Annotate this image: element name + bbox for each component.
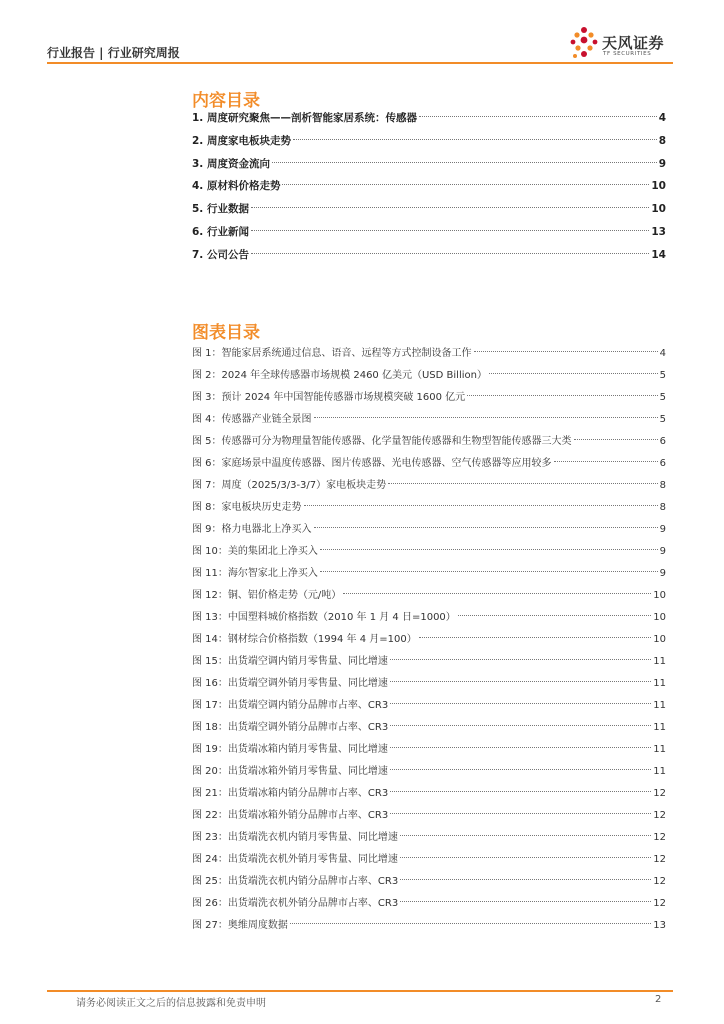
toc-entry-page-number: 9 [658, 157, 666, 170]
dot-leader [390, 769, 651, 770]
figure-entry-page-number: 12 [653, 876, 666, 887]
figure-entry[interactable] [192, 453, 666, 475]
dot-leader [251, 207, 649, 208]
figure-entry-label: 图 22：出货端冰箱外销分品牌市占率、CR3 [192, 810, 389, 821]
toc-title: 内容目录 [192, 91, 260, 111]
dot-leader [458, 615, 651, 616]
figure-entry-page-number: 12 [653, 832, 666, 843]
dot-leader [400, 901, 651, 902]
dot-leader [390, 703, 651, 704]
dot-leader [272, 162, 657, 163]
figure-entry-label: 图 13：中国塑料城价格指数（2010 年 1 月 4 日=1000） [192, 612, 456, 623]
toc-entry[interactable] [192, 221, 666, 244]
dot-leader [314, 527, 658, 528]
figure-entry-label: 图 20：出货端冰箱外销月零售量、同比增速 [192, 766, 388, 777]
figure-entry-page-number: 10 [653, 634, 666, 645]
figure-entry-label: 图 6：家庭场景中温度传感器、图片传感器、光电传感器、空气传感器等应用较多 [192, 458, 552, 469]
logo-chinese-name: 天风证券 [602, 34, 665, 52]
figure-entry-label: 图 1：智能家居系统通过信息、语音、远程等方式控制设备工作 [192, 348, 472, 359]
figure-entry-label: 图 3：预计 2024 年中国智能传感器市场规模突破 1600 亿元 [192, 392, 466, 403]
figure-entry[interactable] [192, 365, 666, 387]
figure-entry-page-number: 5 [659, 370, 666, 381]
company-logo [568, 26, 678, 62]
dot-leader [489, 373, 658, 374]
figure-entry-page-number: 9 [659, 546, 666, 557]
figure-entry[interactable] [192, 761, 666, 783]
report-header-title: 行业报告 | 行业研究周报 [47, 46, 180, 60]
logo-english-name: TF SECURITIES [603, 51, 652, 57]
dot-leader [467, 395, 657, 396]
figure-entry-page-number: 4 [659, 348, 666, 359]
figure-entry-label: 图 23：出货端洗衣机内销月零售量、同比增速 [192, 832, 398, 843]
figure-entry[interactable] [192, 739, 666, 761]
figure-entry[interactable] [192, 651, 666, 673]
figure-entry[interactable] [192, 387, 666, 409]
figure-entry-page-number: 6 [659, 458, 666, 469]
figure-entry-page-number: 11 [653, 744, 666, 755]
figure-entry-label: 图 16：出货端空调外销月零售量、同比增速 [192, 678, 388, 689]
figure-entry[interactable] [192, 849, 666, 871]
dot-leader [320, 571, 658, 572]
footer-divider [47, 990, 673, 992]
figure-entry[interactable] [192, 893, 666, 915]
figure-entry-page-number: 11 [653, 678, 666, 689]
figure-entry[interactable] [192, 827, 666, 849]
figures-title: 图表目录 [192, 323, 260, 343]
toc-entry-page-number: 8 [658, 134, 666, 147]
toc-entry-label: 1. 周度研究聚焦——剖析智能家居系统：传感器 [192, 112, 417, 124]
figure-entry-page-number: 8 [659, 480, 666, 491]
dot-leader [390, 747, 651, 748]
figure-entry-label: 图 18：出货端空调外销分品牌市占率、CR3 [192, 722, 389, 733]
figure-entry[interactable] [192, 475, 666, 497]
figure-entry-label: 图 19：出货端冰箱内销月零售量、同比增速 [192, 744, 388, 755]
figure-entry[interactable] [192, 717, 666, 739]
figure-entry[interactable] [192, 431, 666, 453]
toc-entry-label: 7. 公司公告 [192, 248, 249, 261]
figure-entry-page-number: 10 [653, 612, 666, 623]
figure-entry[interactable] [192, 805, 666, 827]
figure-entry-label: 图 25：出货端洗衣机内销分品牌市占率、CR3 [192, 876, 399, 887]
figure-entry-page-number: 6 [659, 436, 666, 447]
dot-leader [343, 593, 651, 594]
figure-entry-label: 图 21：出货端冰箱内销分品牌市占率、CR3 [192, 788, 389, 799]
figure-entry[interactable] [192, 673, 666, 695]
figure-entry[interactable] [192, 783, 666, 805]
toc-entry-label: 3. 周度资金流向 [192, 157, 270, 170]
figure-entry-page-number: 5 [659, 414, 666, 425]
figure-entry-label: 图 15：出货端空调内销月零售量、同比增速 [192, 656, 388, 667]
dot-leader [400, 835, 651, 836]
figure-entry[interactable] [192, 563, 666, 585]
dot-leader [251, 253, 649, 254]
dot-leader [390, 681, 651, 682]
figure-entry-page-number: 9 [659, 568, 666, 579]
figure-entry-page-number: 13 [653, 920, 666, 931]
figure-entry-label: 图 9：格力电器北上净买入 [192, 524, 312, 535]
toc-entry-label: 4. 原材料价格走势 [192, 180, 281, 193]
toc-entry-page-number: 13 [651, 225, 666, 238]
figure-entry-label: 图 2：2024 年全球传感器市场规模 2460 亿美元（USD Billion） [192, 370, 487, 381]
figure-entry[interactable] [192, 585, 666, 607]
figure-entry-label: 图 14：钢材综合价格指数（1994 年 4 月=100） [192, 634, 417, 645]
logo-mark-icon [568, 26, 600, 62]
toc-entry[interactable] [192, 107, 666, 130]
toc-entry-page-number: 10 [651, 203, 666, 215]
figure-entry-label: 图 10：美的集团北上净买入 [192, 546, 318, 557]
figure-entry-page-number: 12 [653, 788, 666, 799]
figure-entry[interactable] [192, 915, 666, 937]
figure-entry-label: 图 26：出货端洗衣机外销分品牌市占率、CR3 [192, 898, 399, 909]
dot-leader [390, 659, 651, 660]
footer-page-number: 2 [655, 994, 662, 1005]
figure-entry-page-number: 12 [653, 898, 666, 909]
figure-entry-label: 图 8：家电板块历史走势 [192, 502, 302, 513]
figure-entry-page-number: 9 [659, 524, 666, 535]
figure-entry-page-number: 10 [653, 590, 666, 601]
toc-entry[interactable] [192, 244, 666, 267]
toc-entry[interactable] [192, 153, 666, 176]
figure-entry-page-number: 8 [659, 502, 666, 513]
figure-entry-label: 图 5：传感器可分为物理量智能传感器、化学量智能传感器和生物型智能传感器三大类 [192, 436, 572, 447]
toc-entry[interactable] [192, 198, 666, 221]
toc-entry[interactable] [192, 175, 666, 198]
toc-list [192, 107, 666, 266]
dot-leader [320, 549, 658, 550]
figure-entry-page-number: 11 [653, 766, 666, 777]
figure-entry-page-number: 5 [659, 392, 666, 403]
dot-leader [390, 725, 651, 726]
toc-entry-label: 6. 行业新闻 [192, 225, 249, 238]
toc-entry-page-number: 10 [651, 180, 666, 193]
figure-entry-page-number: 12 [653, 854, 666, 865]
dot-leader [419, 637, 652, 638]
figure-entry-page-number: 11 [653, 656, 666, 667]
figure-entry-label: 图 11：海尔智家北上净买入 [192, 568, 318, 579]
figure-entry-label: 图 4：传感器产业链全景图 [192, 414, 312, 425]
figure-entry[interactable] [192, 541, 666, 563]
figure-entry-label: 图 7：周度（2025/3/3-3/7）家电板块走势 [192, 480, 387, 491]
dot-leader [290, 923, 651, 924]
figure-entry-label: 图 17：出货端空调内销分品牌市占率、CR3 [192, 700, 389, 711]
figure-entry[interactable] [192, 607, 666, 629]
toc-entry-label: 5. 行业数据 [192, 203, 249, 215]
figure-entry[interactable] [192, 497, 666, 519]
dot-leader [390, 791, 651, 792]
dot-leader [390, 813, 651, 814]
dot-leader [400, 879, 651, 880]
figure-entry-page-number: 11 [653, 700, 666, 711]
figure-entry-label: 图 24：出货端洗衣机外销月零售量、同比增速 [192, 854, 398, 865]
figure-entry[interactable] [192, 871, 666, 893]
figure-entry-page-number: 11 [653, 722, 666, 733]
dot-leader [304, 505, 658, 506]
figure-entry-page-number: 12 [653, 810, 666, 821]
figures-list [192, 343, 666, 937]
dot-leader [388, 483, 657, 484]
dot-leader [293, 139, 657, 140]
toc-entry-page-number: 14 [651, 248, 666, 261]
toc-entry-page-number: 4 [658, 112, 666, 124]
dot-leader [314, 417, 658, 418]
toc-entry[interactable] [192, 130, 666, 153]
dot-leader [419, 116, 657, 117]
dot-leader [554, 461, 658, 462]
figure-entry[interactable] [192, 629, 666, 651]
figure-entry[interactable] [192, 519, 666, 541]
dot-leader [574, 439, 658, 440]
figure-entry[interactable] [192, 343, 666, 365]
figure-entry[interactable] [192, 695, 666, 717]
dot-leader [400, 857, 651, 858]
toc-entry-label: 2. 周度家电板块走势 [192, 134, 291, 147]
figure-entry-label: 图 27：奥维周度数据 [192, 920, 288, 931]
header-divider [47, 62, 673, 64]
figure-entry[interactable] [192, 409, 666, 431]
figure-entry-label: 图 12：铜、铝价格走势（元/吨） [192, 590, 342, 601]
dot-leader [251, 230, 649, 231]
footer-disclaimer: 请务必阅读正文之后的信息披露和免责申明 [76, 998, 266, 1009]
dot-leader [282, 184, 649, 185]
dot-leader [474, 351, 658, 352]
